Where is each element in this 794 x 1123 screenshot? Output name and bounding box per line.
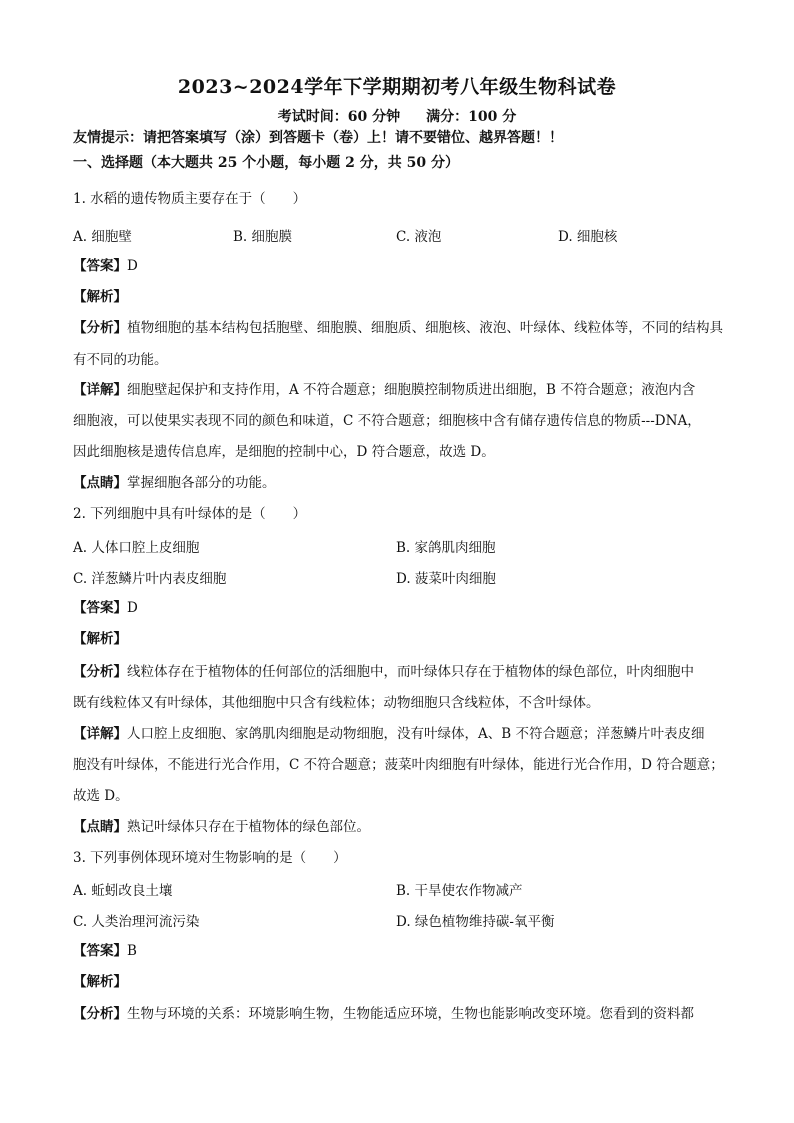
- q1-fenxi: [73, 313, 723, 376]
- q1-option-a: A. 细胞壁: [73, 229, 132, 245]
- xiangjie-label: 【详解】: [73, 726, 127, 742]
- dianjing-label: 【点睛】: [73, 475, 127, 491]
- q2-dianjing-text: 熟记叶绿体只存在于植物体的绿色部位。: [127, 819, 370, 835]
- friendly-tip: 友情提示：请把答案填写（涂）到答题卡（卷）上！请不要错位、越界答题！！: [73, 130, 563, 146]
- q2-option-d: D. 菠菜叶肉细胞: [396, 571, 496, 587]
- q3-analysis-label: [73, 972, 723, 992]
- dianjing-label: 【点睛】: [73, 819, 127, 835]
- q1-dianjing-text: 掌握细胞各部分的功能。: [127, 475, 276, 491]
- q2-answer-value: D: [127, 600, 138, 616]
- q2-xiangjie-line-3: 故选 D。: [73, 788, 129, 804]
- question-3-stem: 3. 下列事例体现环境对生物影响的是（ ）: [73, 850, 347, 866]
- analysis-label: 【解析】: [73, 974, 127, 990]
- exam-time: 考试时间：60 分钟: [277, 109, 401, 125]
- q2-option-c: C. 洋葱鳞片叶内表皮细胞: [73, 571, 227, 587]
- answer-label: 【答案】: [73, 258, 127, 274]
- fenxi-label: 【分析】: [73, 1006, 127, 1022]
- q1-option-c: C. 液泡: [396, 229, 442, 245]
- exam-info: [0, 106, 794, 126]
- q1-dianjing: [73, 473, 723, 493]
- question-2-stem: 2. 下列细胞中具有叶绿体的是（ ）: [73, 506, 307, 522]
- q3-option-d: D. 绿色植物维持碳-氧平衡: [396, 914, 555, 930]
- fenxi-label: 【分析】: [73, 664, 127, 680]
- q1-xiangjie-line-1: [73, 380, 723, 400]
- q3-fenxi-text: 生物与环境的关系：环境影响生物，生物能适应环境，生物也能影响改变环境。您看到的资料都: [127, 1006, 694, 1022]
- page-title: 2023~2024学年下学期期初考八年级生物科试卷: [177, 76, 617, 98]
- answer-label: 【答案】: [73, 943, 127, 959]
- q1-analysis-label: [73, 287, 723, 307]
- q1-xiangjie-line-2: 细胞液，可以使果实表现不同的颜色和味道，C 不符合题意；细胞核中含有储存遗传信息的物质---DNA，: [73, 413, 701, 429]
- q2-dianjing: [73, 817, 723, 837]
- q2-fenxi-line-2: 既有线粒体又有叶绿体，其他细胞中只含有线粒体；动物细胞只含线粒体，不含叶绿体。: [73, 695, 600, 711]
- answer-label: 【答案】: [73, 600, 127, 616]
- exam-score: 满分：100 分: [426, 109, 517, 125]
- q1-option-b: B. 细胞膜: [233, 229, 293, 245]
- q2-fenxi-text-1: 线粒体存在于植物体的任何部位的活细胞中，而叶绿体只存在于植物体的绿色部位，叶肉细胞中: [127, 664, 694, 680]
- q2-option-b: B. 家鸽肌肉细胞: [396, 540, 496, 556]
- q2-xiangjie-text-1: 人口腔上皮细胞、家鸽肌肉细胞是动物细胞，没有叶绿体，A、B 不符合题意；洋葱鳞片叶表皮细: [127, 726, 705, 742]
- q2-fenxi-line-1: [73, 662, 723, 682]
- q1-option-d: D. 细胞核: [558, 229, 618, 245]
- analysis-label: 【解析】: [73, 289, 127, 305]
- q1-answer-value: D: [127, 258, 138, 274]
- q3-answer: [73, 941, 723, 961]
- q1-fenxi-text: 植物细胞的基本结构包括胞壁、细胞膜、细胞质、细胞核、液泡、叶绿体、线粒体等，不同的结构具有不同的功能。: [73, 320, 724, 368]
- q1-xiangjie-line-3: 因此细胞核是遗传信息库，是细胞的控制中心，D 符合题意，故选 D。: [73, 444, 495, 460]
- q3-option-a: A. 蚯蚓改良土壤: [73, 883, 173, 899]
- fenxi-label: 【分析】: [73, 320, 128, 336]
- question-1-stem: 1. 水稻的遗传物质主要存在于（ ）: [73, 191, 307, 207]
- q3-option-c: C. 人类治理河流污染: [73, 914, 200, 930]
- q1-answer: [73, 256, 723, 276]
- q2-analysis-label: [73, 629, 723, 649]
- q3-fenxi-line-1: [73, 1004, 723, 1024]
- analysis-label: 【解析】: [73, 631, 127, 647]
- q3-answer-value: B: [127, 943, 137, 959]
- section-heading: 一、选择题（本大题共 25 个小题，每小题 2 分，共 50 分）: [73, 155, 459, 171]
- q2-xiangjie-line-1: [73, 724, 723, 744]
- xiangjie-label: 【详解】: [73, 382, 127, 398]
- q2-xiangjie-line-2: 胞没有叶绿体，不能进行光合作用，C 不符合题意；菠菜叶肉细胞有叶绿体，能进行光合作用，D 符合题意；: [73, 757, 724, 773]
- q3-option-b: B. 干旱使农作物减产: [396, 883, 523, 899]
- q2-option-a: A. 人体口腔上皮细胞: [73, 540, 200, 556]
- q2-answer: [73, 598, 723, 618]
- q1-xiangjie-text-1: 细胞壁起保护和支持作用，A 不符合题意；细胞膜控制物质进出细胞，B 不符合题意；液泡内含: [127, 382, 696, 398]
